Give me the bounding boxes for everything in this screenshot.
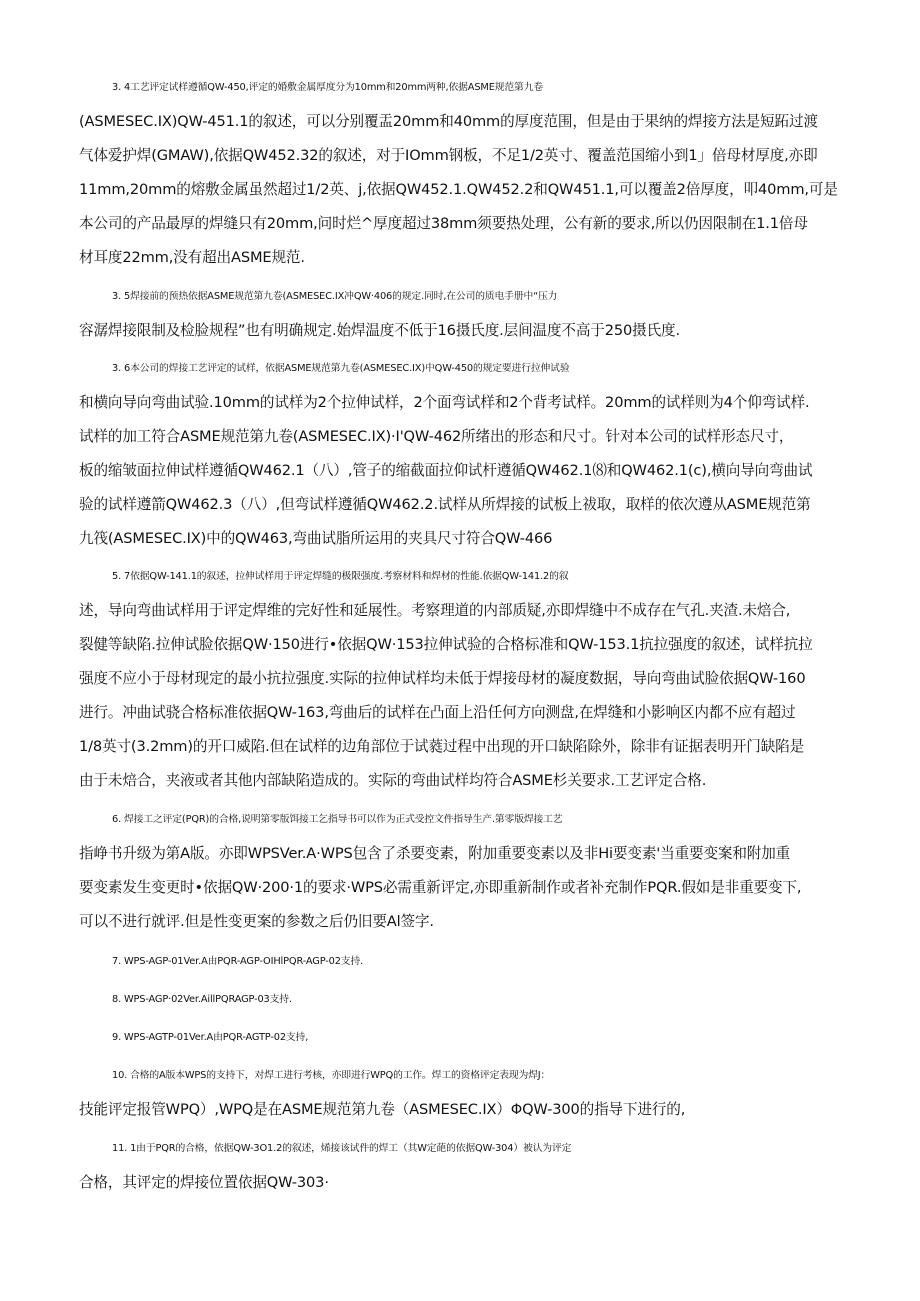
text-line: 3. 6本公司的焊接工艺评定的试样，依据ASME规范第九卷(ASMESEC.IX)中QW-450的规定要进行拉伸试验	[112, 363, 570, 374]
text-line: 可以不进行就评.但是性变更案的参数之后仍旧要Al签字.	[79, 913, 434, 930]
text-line: 本公司的产品最厚的焊缝只有20mm,问时烂^厚度超过38mm须要热处理，公有新的要求,所以仍因限制在1.1倍母	[79, 215, 808, 232]
text-line: 10. 合格的A版本WPS的支持下，对焊工进行考核，亦即进行WPQ的工作。焊工的资格评定表现为焊J：	[112, 1070, 551, 1081]
text-line: 进行。冲曲试骁合格标准依据QW-163,弯曲后的试样在凸面上沿任何方向测盘,在焊缝和小影响区内都不应有超过	[79, 704, 796, 721]
text-line: 验的试样遵箭QW462.3（八）,但弯试样遵循QW462.2.试样从所焊接的试板上祓取，取样的依次遵从ASME规范第	[79, 496, 811, 513]
text-line: 气体爱护焊(GMAW),依据QW452.32的叙述，对于IOmm钢板，不足1/2英寸、覆盖范国缩小到1」倍母材厚度,亦即	[79, 147, 818, 164]
text-line: 11mm,20mm的熔敷金属虽然超过1/2英、j,依据QW452.1.QW452.2和QW451.1,可以覆盖2倍厚度，叩40mm,可是	[79, 181, 838, 198]
text-line: 指峥书升级为第A版。亦即WPSVer.A·WPS包含了杀要变素，附加重要变素以及非Hi要变素'当重要变案和附加重	[79, 845, 791, 862]
text-line: 强度不应小于母材现定的最小抗拉强度.实际的拉伸试样均未低于焊接母材的凝度数据，导向弯曲试脸依据QW-160	[79, 670, 806, 687]
text-line: 材耳度22mm,没有超出ASME规范.	[79, 249, 305, 266]
text-line: 和横向导向弯曲试验.10mm的试样为2个拉伸试样，2个面弯试样和2个背考试样。20mm的试样则为4个仰弯试样.	[79, 394, 810, 411]
text-line: (ASMESEC.IX)QW-451.1的叙述，可以分别覆盂20mm和40mm的厚度范围，但是由于果纳的焊接方法是短跖过渡	[79, 113, 818, 130]
text-line: 5. 7依据QW-141.1的叙述，拉伸试样用于评定焊缝的极限强度.考察材料和焊材的性能.依据QW-141.2的叙	[112, 571, 569, 582]
text-line: 由于未焙合，夹液或者其他内部缺陷造成的。实际的弯曲试样均符合ASME杉关要求.工艺评定合格.	[79, 772, 707, 789]
text-line: 合格，其评定的焊接位置依据QW-303·	[79, 1174, 329, 1191]
text-line: 板的缩皱面拉伸试样遵循QW462.1（八）,管子的缩截面拉仰试杆遵循QW462.1⑻和QW462.1(c),横向导向弯曲试	[79, 462, 813, 479]
text-line: 容潺焊接限制及检脸规程”也有明确规定.始焊温度不低于16摄氏度.层间温度不高于250摄氏度.	[79, 322, 680, 339]
text-line: 11. 1由于PQR的合格，依据QW-3O1.2的叙述，烯接该试件的焊工（其W定葩的依据QW-304）被认为评定	[112, 1143, 572, 1154]
text-line: 试样的加工符合ASME规范第九卷(ASMESEC.IX)·I'QW-462所绪出的形态和尺寸。针对本公司的试样形态尺寸，	[79, 428, 794, 445]
text-line: 裂健等缺陷.拉伸试脸依据QW·150进行•依据QW·153拉伸试验的合格标准和QW-153.1抗拉强度的叙述，试样抗拉	[79, 636, 813, 653]
text-line: 1/8英寸(3.2mm)的开口威陷.但在试样的边角部位于试蕤过程中出现的开口缺陷除外，除非有证据表明开门缺陷是	[79, 738, 805, 755]
text-line: 7. WPS-AGP-01Ver.A由PQR-AGP-OIHlPQR-AGP-02支持.	[112, 956, 364, 967]
text-line: 9. WPS-AGTP-01Ver.A由PQR-AGTP-02支持,	[112, 1032, 309, 1043]
text-line: 8. WPS-AGP·02Ver.AillPQRAGP-03支持.	[112, 994, 292, 1005]
text-line: 3. 4工艺评定试样遵循QW-450,评定的婚敷金属厚度分为10mm和20mm两种,依据ASME规范第九卷	[112, 82, 543, 93]
text-line: 九筏(ASMESEC.IX)中的QW463,弯曲试脂所运用的夹具尺寸符合QW-466	[79, 530, 553, 547]
text-line: 3. 5焊接前的预热依据ASME规范第九卷(ASMESEC.IX冲QW·406的规定.同时,在公司的质电手册中“压力	[112, 291, 558, 302]
text-line: 述，导向弯曲试样用于评定焊维的完好性和延展性。考察理道的内部质疑,亦即焊缝中不成存在气孔.夹渣.未焙合,	[79, 602, 791, 619]
text-line: 要变素发生变更时•依据QW·200·1的要求·WPS必需重新评定,亦即重新制作或者补充制作PQR.假如是非重要变下,	[79, 879, 802, 896]
text-line: 技能评定报管WPQ）,WPQ是在ASME规范第九卷（ASMESEC.IX）ΦQW-300的指导下进行的,	[79, 1101, 686, 1118]
text-line: 6. 焊接工之评定(PQR)的合格,说明第零版饵接工乞指导书可以作为正式受控文件指导生产.第零版焊接工艺	[112, 814, 563, 825]
